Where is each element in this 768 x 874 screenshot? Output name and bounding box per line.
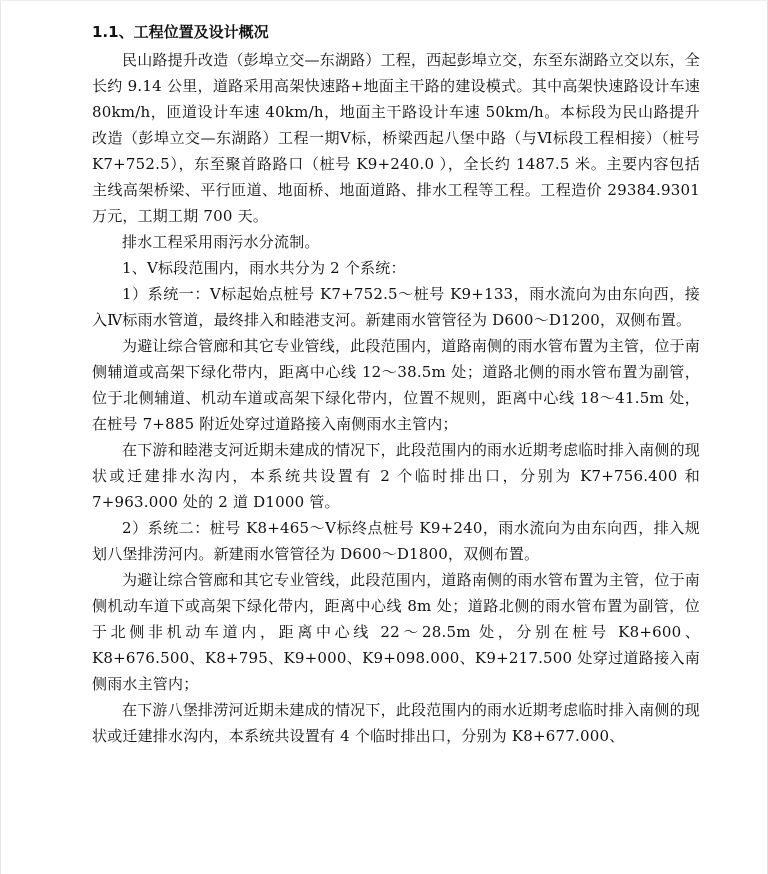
paragraph-overview: 民山路提升改造（彭埠立交—东湖路）工程，西起彭埠立交，东至东湖路立交以东，全长约 9.14 公里，道路采用高架快速路+地面主干路的建设模式。其中高架快速路设计车速 80km/h，匝道设计车速 40km/h，地面主干路设计车速 50km/h。本标段为民山路提升改造（彭埠立交—东湖路）工程一期Ⅴ标，桥梁西起八堡中路（与Ⅵ标段工程相接）（桩号 K7+752.5），东至聚首路路口（桩号 K9+240.0 ），全长约 1487.5 米。主要内容包括主线高架桥梁、平行匝道、地面桥、地面道路、排水工程等工程。工程造价 29384.9301 万元，工期工期 700 天。 bbox=[92, 51, 700, 225]
paragraph-system-one: 1）系统一：Ⅴ标起始点桩号 K7+752.5～桩号 K9+133，雨水流向为由东向西，接入Ⅳ标雨水管道，最终排入和睦港支河。新建雨水管管径为 D600～D1200，双侧布置。 bbox=[92, 285, 700, 329]
paragraph-system-two-layout: 为避让综合管廊和其它专业管线，此段范围内，道路南侧的雨水管布置为主管，位于南侧机动车道下或高架下绿化带内，距离中心线 8m 处；道路北侧的雨水管布置为副管，位于北侧非机动车道内，距离中心线 22～28.5m 处，分别在桩号 K8+600、K8+676.500、K8+795、K9+000、K9+098.000、K9+217.500 处穿过道路接入南侧雨水主管内； bbox=[92, 571, 700, 693]
document-body bbox=[92, 17, 700, 749]
paragraph-system-one-layout: 为避让综合管廊和其它专业管线，此段范围内，道路南侧的雨水管布置为主管，位于南侧辅道或高架下绿化带内，距离中心线 12～38.5m 处；道路北侧的雨水管布置为副管，位于北侧辅道、机动车道或高架下绿化带内，位置不规则，距离中心线 18～41.5m 处，在桩号 7+885 附近处穿过道路接入南侧雨水主管内； bbox=[92, 337, 700, 433]
section-heading: 1.1、工程位置及设计概况 bbox=[92, 23, 269, 41]
paragraph-system-two-outlets: 在下游八堡排涝河近期未建成的情况下，此段范围内的雨水近期考虑临时排入南侧的现状或迁建排水沟内，本系统共设置有 4 个临时排出口，分别为 K8+677.000、 bbox=[92, 701, 700, 745]
paragraph-rain-systems: 1、Ⅴ标段范围内，雨水共分为 2 个系统： bbox=[122, 259, 406, 277]
paragraph-system-one-outlets: 在下游和睦港支河近期未建成的情况下，此段范围内的雨水近期考虑临时排入南侧的现状或迁建排水沟内，本系统共设置有 2 个临时排出口，分别为 K7+756.400 和 7+963.000 处的 2 道 D1000 管。 bbox=[92, 441, 700, 511]
paragraph-drainage-system: 排水工程采用雨污水分流制。 bbox=[122, 233, 320, 251]
paragraph-system-two: 2）系统二：桩号 K8+465～Ⅴ标终点桩号 K9+240，雨水流向为由东向西，排入规划八堡排涝河内。新建雨水管管径为 D600～D1800，双侧布置。 bbox=[92, 519, 700, 563]
